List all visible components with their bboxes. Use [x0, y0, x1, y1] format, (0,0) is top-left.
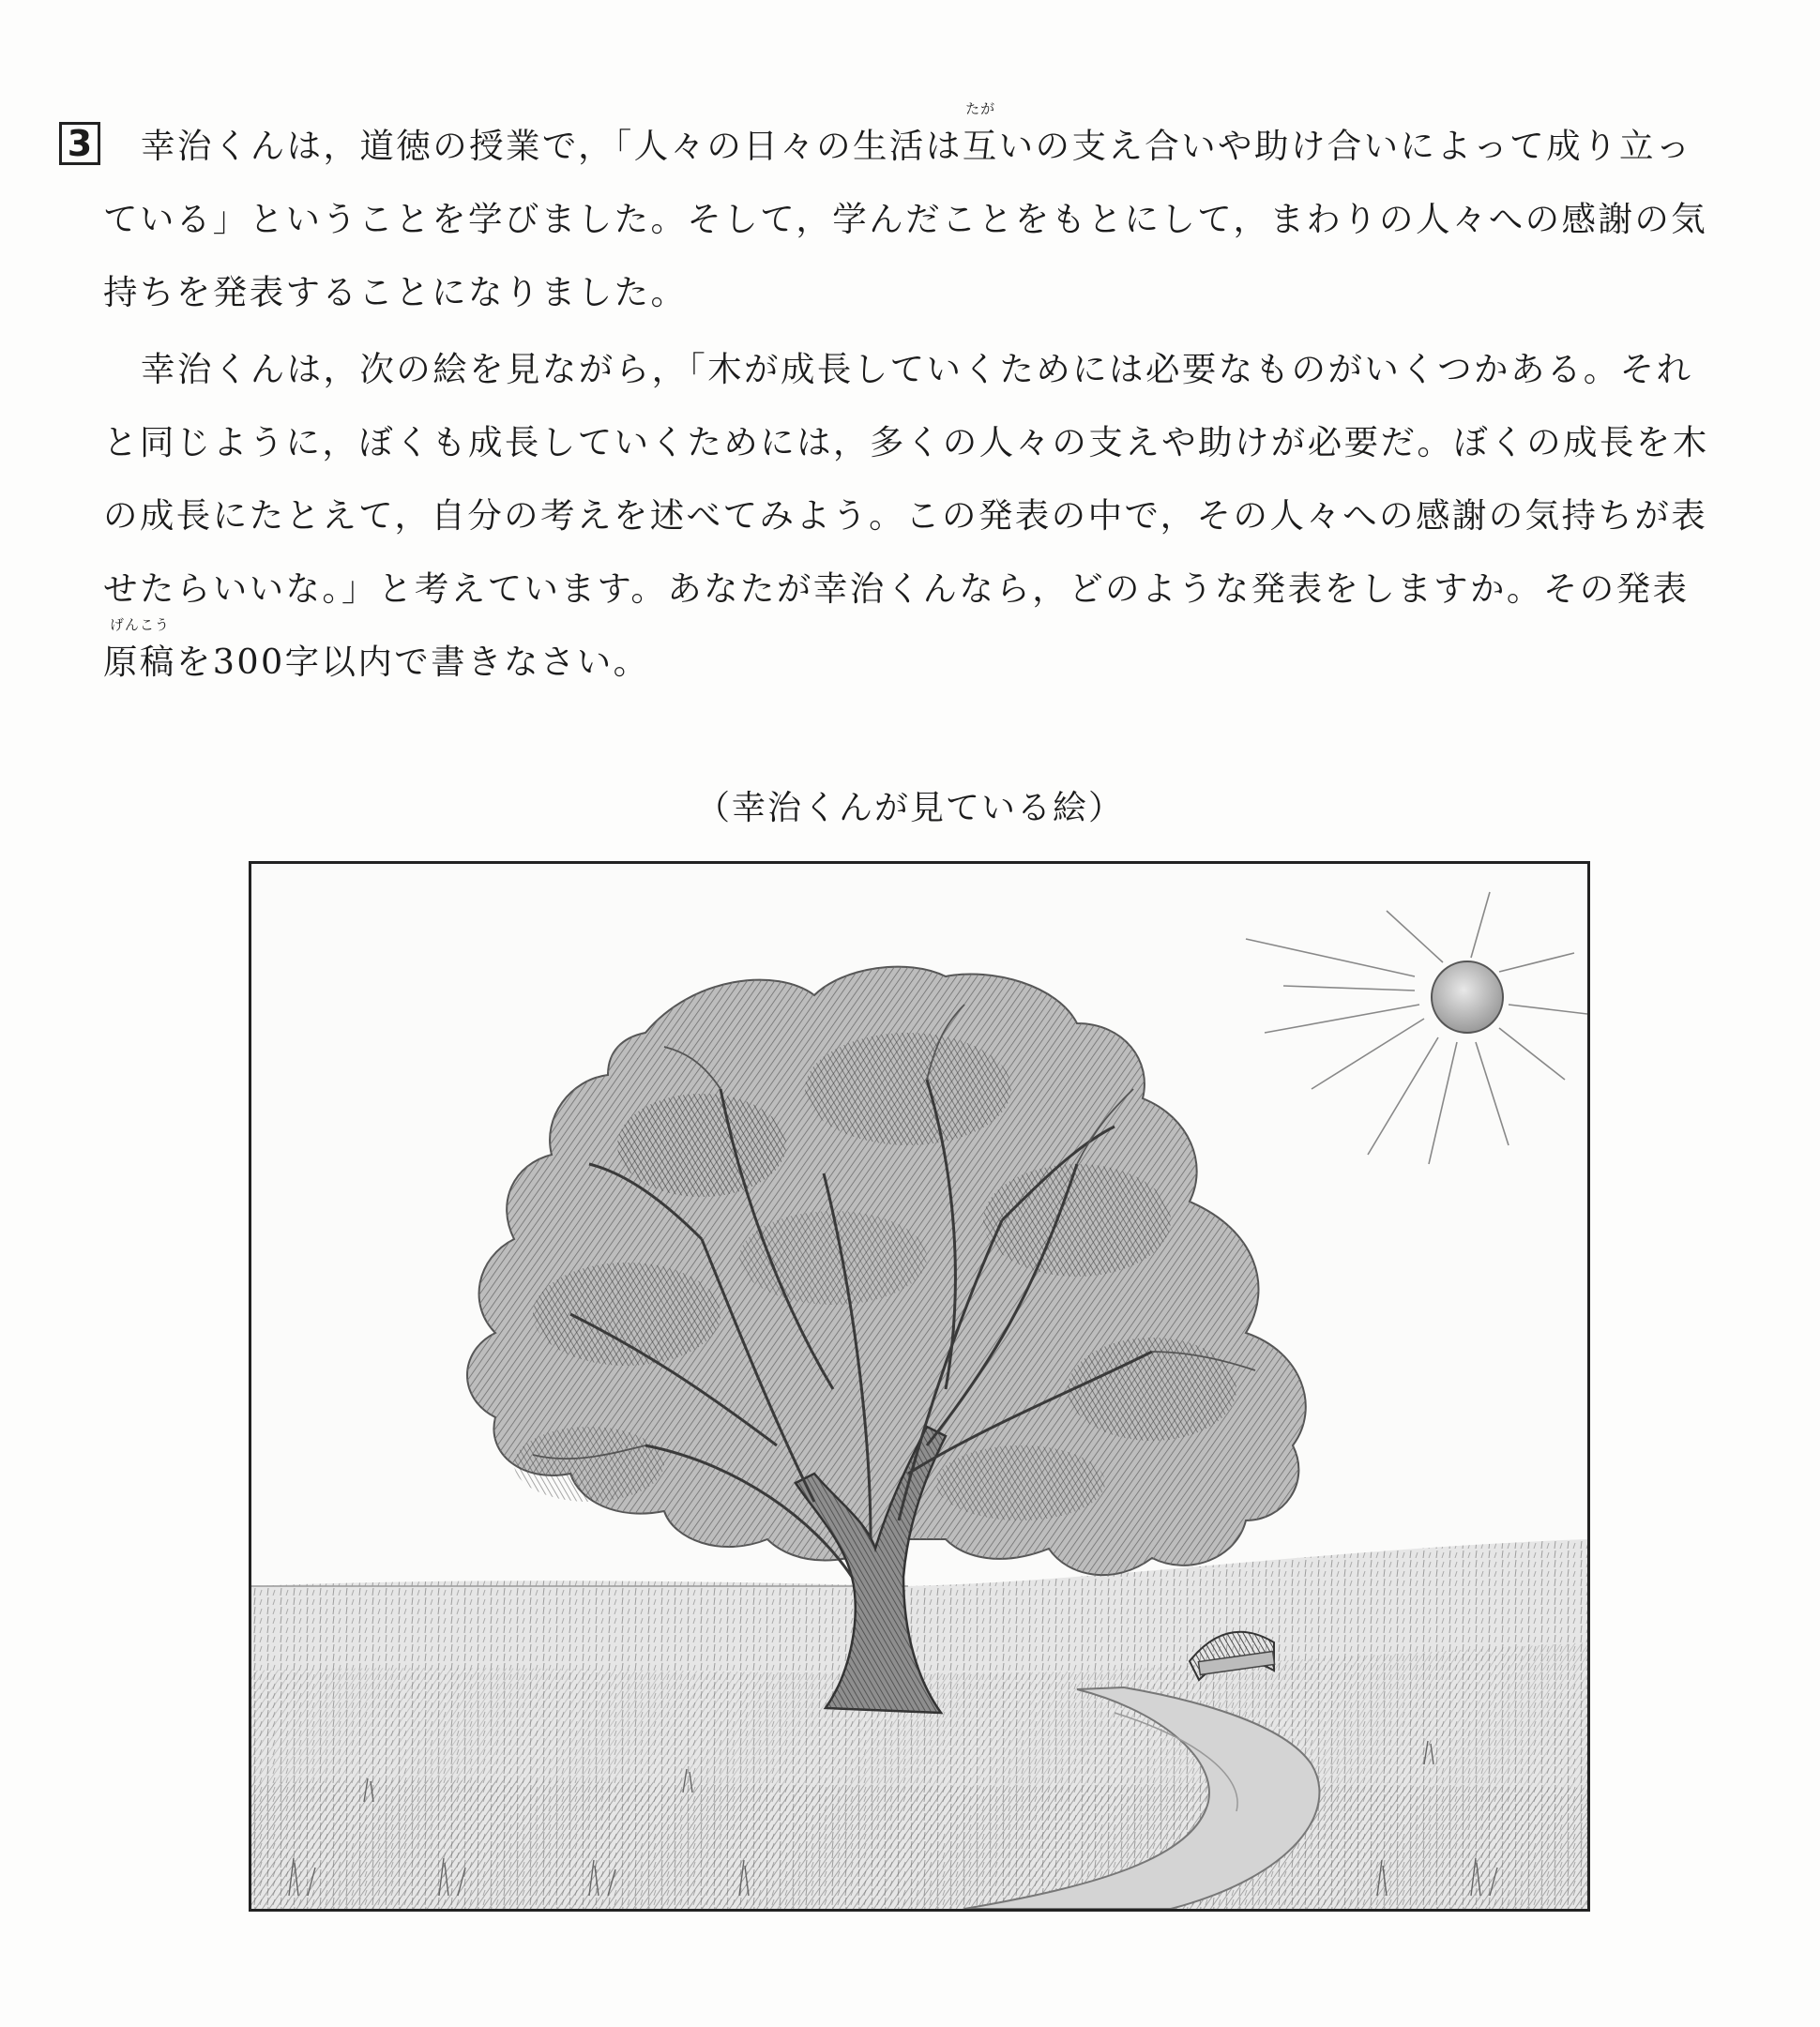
grass-field-icon: [251, 1539, 1587, 1909]
paragraph2-line-1: 幸治くんは，次の絵を見ながら，「木が成長していくためには必要なものがいくつかある。それ: [141, 349, 1693, 389]
question-line-2: ている」ということを学びました。そして，学んだことをもとにして，まわりの人々への感謝の気: [103, 199, 1708, 239]
ruby-base: 原稿: [103, 642, 176, 682]
paragraph2-line-5-post: を300字以内で書きなさい。: [175, 642, 650, 682]
ruby-tagai: [962, 100, 999, 169]
ruby-reading: げんこう: [109, 616, 170, 633]
tree-illustration: [249, 861, 1590, 1912]
paragraph2-line-4: せたらいいな。」と考えています。あなたが幸治くんなら，どのような発表をしますか。その発表: [103, 568, 1690, 609]
figure-caption: （幸治くんが見ている絵）: [695, 789, 1124, 827]
ruby-reading: たが: [965, 100, 996, 117]
question-number-box: 3: [59, 122, 100, 165]
question-line-1-pre: 幸治くんは，道徳の授業で，「人々の日々の生活は: [141, 126, 963, 166]
question-line-1-post: いの支え合いや助け合いによって成り立っ: [998, 126, 1692, 166]
paragraph2-line-5: [103, 616, 1754, 685]
paragraph2-line-2: と同じように，ぼくも成長していくためには，多くの人々の支えや助けが必要だ。ぼくの成長を木: [103, 422, 1709, 462]
ruby-genkou: [103, 616, 176, 685]
paragraph2-line-3: の成長にたとえて，自分の考えを述べてみよう。この発表の中で，その人々への感謝の気持ちが表: [103, 495, 1708, 536]
question-line-1: [141, 100, 1754, 169]
question-line-3: 持ちを発表することになりました。: [103, 272, 688, 312]
ruby-base: 互: [962, 126, 999, 166]
sun-icon: [1246, 892, 1587, 1164]
